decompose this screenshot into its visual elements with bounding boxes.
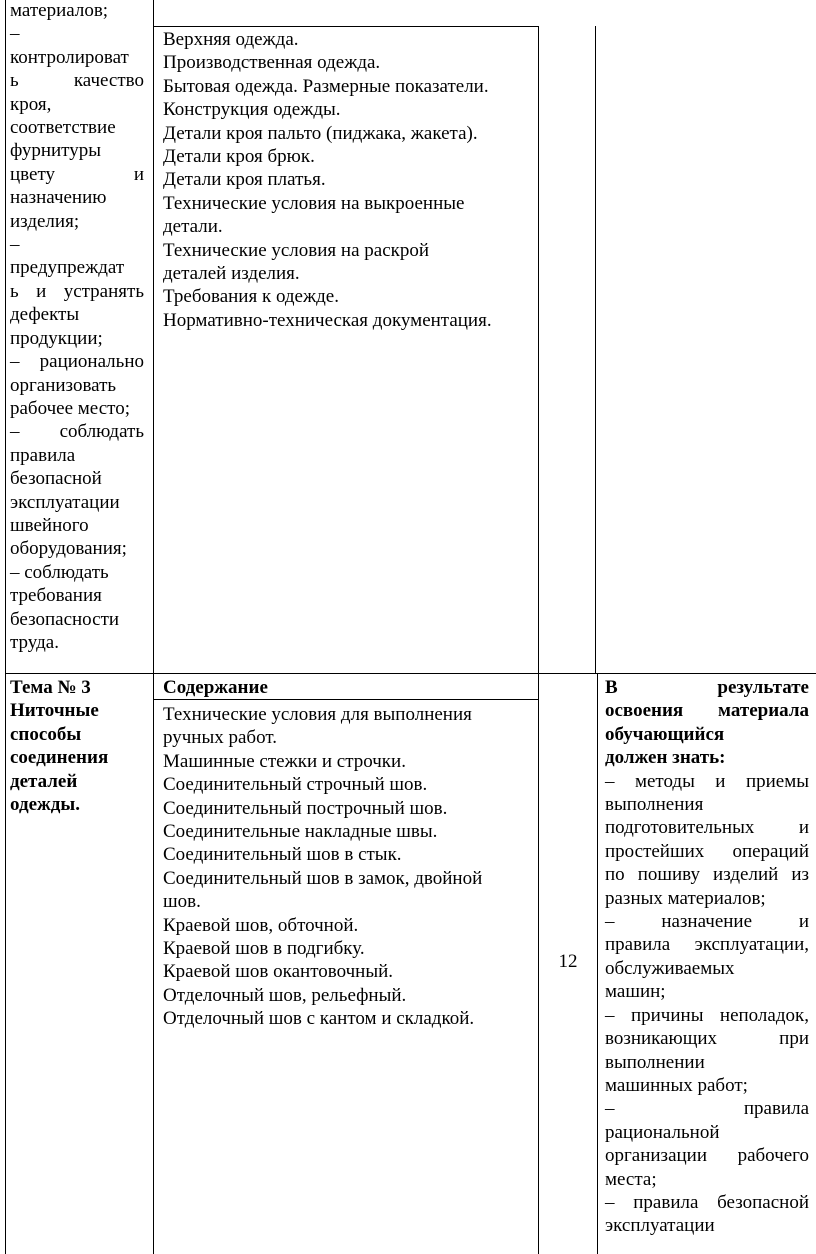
knowledge-line: В результате: [605, 677, 809, 698]
skill-line: изделия;: [10, 210, 80, 232]
knowledge-line: подготовительных и: [605, 817, 809, 839]
hours-value: 12: [558, 951, 578, 972]
skill-line: требования: [10, 585, 102, 607]
row1-skills-cell: [10, 0, 144, 654]
knowledge-line: – правила безопасной: [605, 1191, 809, 1213]
content-line: шов.: [163, 891, 201, 913]
skill-line: оборудования;: [10, 538, 127, 560]
skill-line: ь качество: [10, 70, 144, 92]
skill-line: предупреждат: [10, 257, 125, 279]
knowledge-line: рациональной: [605, 1121, 720, 1143]
knowledge-line: разных материалов;: [605, 887, 766, 909]
skill-line: швейного: [10, 514, 89, 536]
skill-line: –: [10, 23, 20, 45]
topic-cell: [10, 676, 150, 816]
content-line: Краевой шов, обточной.: [163, 914, 359, 936]
content-line: Краевой шов окантовочный.: [163, 961, 394, 983]
skill-line: дефекты: [10, 304, 80, 326]
col3-right-border-top: [595, 26, 596, 674]
content-line: деталей изделия.: [163, 263, 300, 285]
knowledge-line: машин;: [605, 981, 666, 1003]
content-line: Технические условия на раскрой: [163, 239, 430, 261]
content-line: Верхняя одежда.: [163, 29, 299, 50]
col2-right-border: [538, 26, 539, 1254]
skill-line: эксплуатации: [10, 491, 120, 513]
skill-line: безопасной: [10, 468, 102, 490]
knowledge-line: эксплуатации: [605, 1215, 715, 1237]
knowledge-line: выполнении: [605, 1051, 705, 1073]
row1-col1-right-border: [153, 0, 154, 1254]
content-line: Соединительный шов в стык.: [163, 844, 402, 866]
skill-line: контролироват: [10, 46, 129, 68]
content-line: Бытовая одежда. Размерные показатели.: [163, 75, 489, 97]
skill-line: кроя,: [10, 93, 52, 115]
skill-line: безопасности: [10, 608, 120, 630]
knowledge-line: простейших операций: [605, 840, 809, 862]
skill-line: продукции;: [10, 327, 103, 349]
topic-line: Тема № 3: [10, 677, 91, 698]
content-line: Соединительный построчный шов.: [163, 797, 448, 819]
content-line: Соединительный строчный шов.: [163, 774, 428, 796]
content-line: Отделочный шов с кантом и складкой.: [163, 1008, 475, 1030]
content-line: Детали кроя платья.: [163, 169, 326, 191]
content-line: Детали кроя брюк.: [163, 146, 315, 168]
content-line: Машинные стежки и строчки.: [163, 750, 406, 772]
knowledge-line: – правила: [605, 1098, 809, 1120]
skill-line: – соблюдать: [10, 561, 109, 583]
topic-line: способы: [10, 723, 82, 745]
skill-line: правила: [10, 444, 76, 466]
content-line: Требования к одежде.: [163, 286, 339, 308]
knowledge-cell: [605, 676, 809, 1238]
content-line: Детали кроя пальто (пиджака, жакета).: [163, 122, 478, 144]
topic-line: Ниточные: [10, 700, 99, 722]
knowledge-line: – назначение и: [605, 911, 809, 933]
skill-line: соответствие: [10, 117, 116, 139]
content-line: ручных работ.: [163, 727, 277, 749]
knowledge-line: должен знать:: [605, 747, 726, 769]
content-line: детали.: [163, 216, 223, 238]
knowledge-line: – методы и приемы: [605, 770, 809, 792]
row1-top-border: [153, 26, 539, 27]
content-header: Содержание: [163, 677, 268, 698]
topic-line: деталей: [10, 770, 78, 792]
knowledge-line: освоения материала: [605, 700, 809, 722]
skill-line: материалов;: [10, 0, 109, 21]
skill-line: –: [10, 234, 20, 256]
content-line: Соединительные накладные швы.: [163, 821, 438, 843]
knowledge-line: выполнения: [605, 794, 704, 816]
skill-line: фурнитуры: [10, 140, 101, 162]
content-line: Соединительный шов в замок, двойной: [163, 867, 483, 889]
skill-line: ь и устранять: [10, 280, 144, 302]
topic-line: одежды.: [10, 794, 80, 816]
table-border-left: [5, 0, 6, 1254]
knowledge-line: по пошиву изделий из: [605, 864, 809, 886]
col3-right-border-bottom: [597, 674, 598, 1254]
knowledge-line: возникающих при: [605, 1028, 809, 1050]
skill-line: – рационально: [10, 351, 144, 373]
row1-content-cell: [163, 28, 533, 332]
skill-line: труда.: [10, 631, 59, 653]
knowledge-line: машинных работ;: [605, 1074, 748, 1096]
skill-line: назначению: [10, 187, 107, 209]
content-line: Нормативно-техническая документация.: [163, 309, 492, 331]
topic-line: соединения: [10, 747, 109, 769]
knowledge-line: обучающийся: [605, 723, 725, 745]
knowledge-line: обслуживаемых: [605, 957, 735, 979]
row2-content-cell: [163, 703, 533, 1031]
content-line: Конструкция одежды.: [163, 99, 341, 121]
content-line: Производственная одежда.: [163, 52, 381, 74]
content-line: Технические условия для выполнения: [163, 704, 472, 725]
content-line: Краевой шов в подгибку.: [163, 938, 365, 960]
content-line: Отделочный шов, рельефный.: [163, 984, 407, 1006]
skill-line: – соблюдать: [10, 421, 144, 443]
knowledge-line: места;: [605, 1168, 657, 1190]
skill-line: цвету и: [10, 163, 144, 185]
knowledge-line: организации рабочего: [605, 1145, 809, 1167]
skill-line: рабочее место;: [10, 397, 130, 419]
content-line: Технические условия на выкроенные: [163, 192, 465, 214]
skill-line: организовать: [10, 374, 117, 396]
knowledge-line: – причины неполадок,: [605, 1004, 809, 1026]
knowledge-line: правила эксплуатации,: [605, 934, 809, 956]
row-separator: [5, 673, 816, 674]
